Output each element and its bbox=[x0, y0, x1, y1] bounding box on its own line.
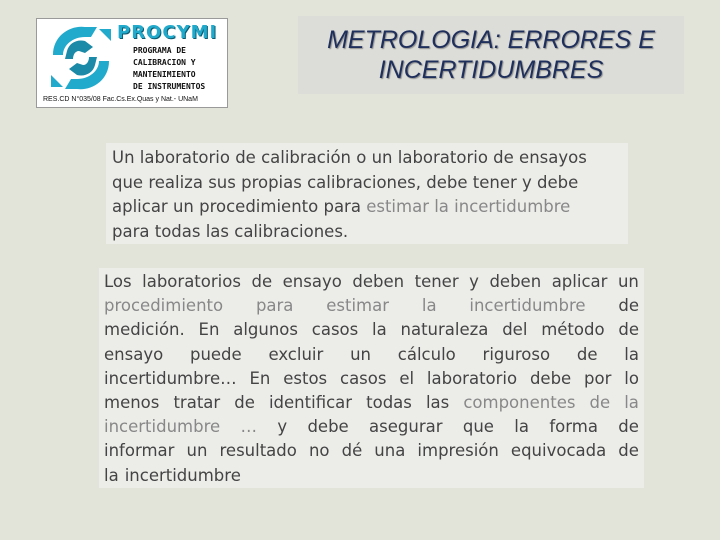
paragraph-word: aplicar bbox=[551, 272, 608, 291]
paragraph-word: impresión bbox=[417, 441, 499, 461]
paragraph-word: incertidumbre… bbox=[104, 368, 237, 388]
paragraph-line: Un laboratorio de calibración o un laboratorio de ensayos bbox=[112, 148, 587, 167]
paragraph-word: laboratorios bbox=[142, 272, 241, 291]
paragraph-line bbox=[104, 415, 639, 439]
paragraph-line bbox=[112, 195, 622, 220]
paragraph-word: no bbox=[308, 441, 330, 461]
paragraph-word: de bbox=[618, 441, 639, 461]
paragraph-word: un bbox=[617, 272, 639, 291]
paragraph-word: naturaleza bbox=[400, 320, 489, 340]
paragraph-word: para bbox=[255, 296, 294, 316]
paragraph-word: equivocada bbox=[510, 441, 607, 461]
paragraph-word: componentes bbox=[463, 393, 576, 413]
paragraph-word: laboratorio bbox=[426, 368, 518, 388]
paragraph-word: de bbox=[251, 272, 273, 291]
paragraph-word: asegurar bbox=[369, 417, 443, 437]
paragraph-word: excluir bbox=[268, 344, 324, 364]
paragraph-calibration bbox=[106, 143, 628, 244]
paragraph-word: deben bbox=[352, 272, 405, 291]
paragraph-line bbox=[104, 391, 639, 415]
paragraph-word: la bbox=[421, 296, 437, 316]
paragraph-word: y bbox=[469, 272, 479, 291]
paragraph-word: algunos bbox=[233, 320, 298, 340]
paragraph-word: un bbox=[186, 441, 208, 461]
paragraph-word: de bbox=[618, 296, 639, 316]
paragraph-word: … bbox=[240, 417, 257, 437]
paragraph-word: tener bbox=[414, 272, 459, 291]
paragraph-line bbox=[104, 318, 639, 342]
paragraph-line bbox=[104, 294, 639, 318]
title-line-1: METROLOGIA: ERRORES E bbox=[327, 26, 655, 54]
paragraph-word: que bbox=[462, 417, 494, 437]
logo-subtitle bbox=[133, 45, 225, 93]
paragraph-line bbox=[104, 464, 639, 488]
paragraph-word: lo bbox=[624, 368, 639, 388]
paragraph-word: puede bbox=[189, 344, 242, 364]
paragraph-word: incertidumbre bbox=[124, 465, 241, 485]
logo-subtitle-line: CALIBRACION Y bbox=[133, 58, 196, 67]
logo-brand-name: PROCYMI bbox=[117, 22, 218, 43]
paragraph-word: incertidumbre bbox=[104, 417, 221, 437]
paragraph-word: casos bbox=[311, 320, 359, 340]
paragraph-word: por bbox=[584, 368, 612, 388]
paragraph-word: un bbox=[350, 344, 371, 364]
logo-subtitle-line: DE INSTRUMENTOS bbox=[133, 82, 206, 91]
paragraph-word: casos bbox=[340, 368, 387, 388]
procymi-emblem-icon bbox=[45, 21, 117, 95]
paragraph-word: estimar bbox=[326, 296, 390, 316]
paragraph-line: para todas las calibraciones. bbox=[112, 221, 349, 241]
paragraph-word: ensayo bbox=[104, 344, 164, 364]
paragraph-word: y bbox=[277, 417, 288, 437]
paragraph-word: debe bbox=[307, 417, 349, 437]
paragraph-word: menos bbox=[104, 393, 160, 413]
paragraph-word: tratar bbox=[173, 393, 221, 413]
page-title bbox=[298, 16, 684, 94]
paragraph-word: resultado bbox=[219, 441, 297, 461]
paragraph-word: de bbox=[234, 393, 255, 413]
paragraph-word: de bbox=[618, 417, 639, 437]
paragraph-word: la bbox=[624, 393, 639, 413]
paragraph-word: estos bbox=[283, 368, 328, 388]
logo-subtitle-line: MANTENIMIENTO bbox=[133, 70, 196, 79]
paragraph-word: debe bbox=[529, 368, 572, 388]
paragraph-word: de bbox=[589, 393, 611, 413]
paragraph-word: de bbox=[576, 344, 598, 364]
paragraph-word: forma bbox=[549, 417, 598, 437]
highlighted-phrase: estimar la incertidumbre bbox=[366, 197, 571, 216]
paragraph-word: riguroso bbox=[482, 344, 551, 364]
logo-resolution-text: RES.CD N°035/08 Fac.Cs.Ex.Quas y Nat.- UNaM bbox=[43, 96, 198, 103]
paragraph-word: la bbox=[624, 344, 639, 364]
paragraph-word: de bbox=[618, 320, 639, 340]
paragraph-line bbox=[104, 439, 639, 463]
paragraph-text: aplicar un procedimiento para bbox=[112, 197, 367, 216]
paragraph-line bbox=[104, 270, 639, 294]
procymi-logo bbox=[36, 18, 228, 108]
paragraph-word: informar bbox=[104, 441, 175, 461]
paragraph-word: cálculo bbox=[397, 344, 456, 364]
title-line-2: INCERTIDUMBRES bbox=[378, 56, 604, 84]
paragraph-word: del bbox=[502, 320, 528, 340]
paragraph-word: procedimiento bbox=[104, 296, 224, 316]
paragraph-testing-labs bbox=[99, 268, 644, 488]
paragraph-word: deben bbox=[489, 272, 542, 291]
paragraph-line: que realiza sus propias calibraciones, debe tener y debe bbox=[112, 172, 579, 192]
paragraph-word: la bbox=[104, 465, 119, 485]
paragraph-word: la bbox=[372, 320, 387, 340]
paragraph-word: la bbox=[514, 417, 529, 437]
paragraph-word: identificar bbox=[268, 393, 353, 413]
paragraph-word: las bbox=[425, 393, 450, 413]
logo-subtitle-line: PROGRAMA DE bbox=[133, 46, 186, 55]
paragraph-word: dé bbox=[341, 441, 363, 461]
paragraph-word: ensayo bbox=[282, 272, 342, 291]
paragraph-word: una bbox=[374, 441, 406, 461]
paragraph-word: el bbox=[399, 368, 415, 388]
paragraph-word: medición. bbox=[104, 320, 185, 340]
paragraph-line bbox=[104, 367, 639, 391]
paragraph-word: incertidumbre bbox=[469, 296, 586, 316]
paragraph-word: Los bbox=[104, 272, 132, 291]
paragraph-word: método bbox=[541, 320, 605, 340]
paragraph-line bbox=[104, 343, 639, 367]
paragraph-word: todas bbox=[366, 393, 412, 413]
paragraph-word: En bbox=[249, 368, 271, 388]
paragraph-word: En bbox=[198, 320, 220, 340]
